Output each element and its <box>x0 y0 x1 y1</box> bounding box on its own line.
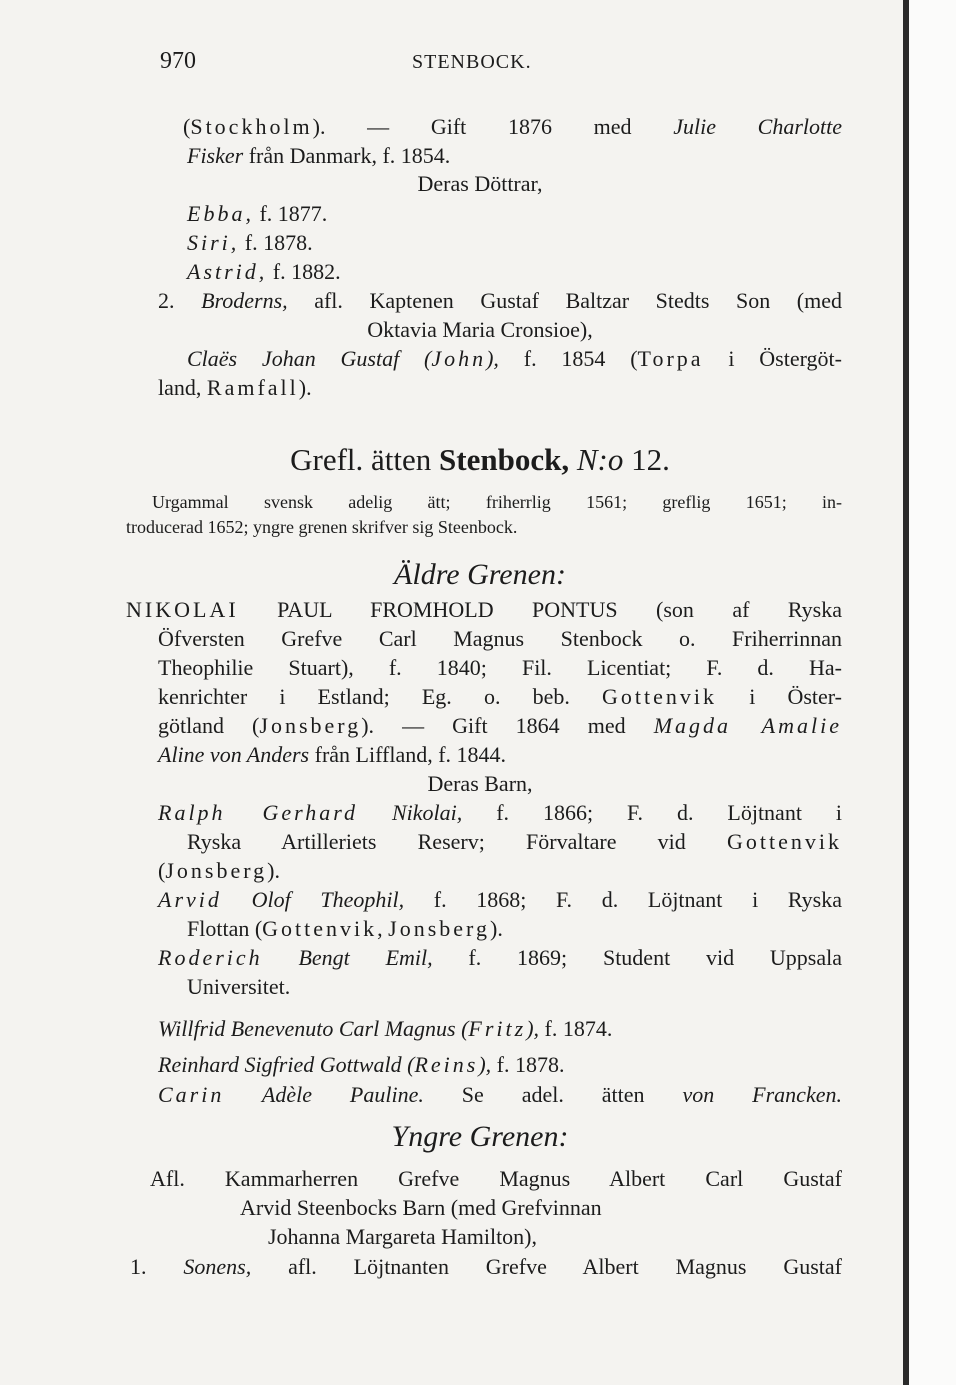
text-segment: Astrid, <box>187 259 268 284</box>
text-segment: från Danmark, f. 1854. <box>243 143 451 168</box>
text-segment: 12. <box>623 442 670 477</box>
text-segment: land, <box>158 375 207 400</box>
subsection-heading <box>120 558 840 592</box>
text-segment: Willfrid Benevenuto Carl Magnus ( <box>158 1016 469 1041</box>
text-segment: 2. <box>158 288 202 313</box>
text-segment: Äldre Grenen: <box>394 558 566 591</box>
text-line <box>158 684 842 710</box>
text-segment: ). — Gift 1864 med <box>361 713 654 738</box>
text-segment: Sonens, <box>183 1254 252 1279</box>
text-segment: f. 1882. <box>267 259 341 284</box>
text-line <box>268 1224 537 1250</box>
text-segment: Flottan ( <box>187 916 263 941</box>
text-line <box>158 1052 565 1078</box>
text-segment: von Francken. <box>682 1082 842 1107</box>
running-title: STENBOCK. <box>412 51 532 73</box>
subsection-heading <box>120 1120 840 1154</box>
text-segment: i Öster- <box>717 684 842 709</box>
text-segment: troducerad 1652; yngre grenen skrifver sig Steenbock. <box>126 517 518 537</box>
text-line <box>187 974 290 1000</box>
text-segment: Carin <box>158 1082 225 1107</box>
text-segment: kenrichter i Estland; Eg. o. beb. <box>158 684 603 709</box>
text-segment: Ebba, <box>187 201 254 226</box>
text-segment: , <box>377 916 389 941</box>
text-line <box>158 858 280 884</box>
text-segment: Ramfall <box>206 375 299 400</box>
text-segment: från Liffland, f. 1844. <box>309 742 507 767</box>
text-line <box>187 230 313 256</box>
text-segment: John <box>431 346 487 371</box>
text-segment: Fritz <box>468 1016 527 1041</box>
text-segment: Johanna Margareta Hamilton), <box>268 1224 538 1249</box>
text-segment: Ralph Gerhard <box>158 800 359 825</box>
text-segment: f. 1869; Student vid Uppsala <box>432 945 842 970</box>
text-segment: Magda Amalie <box>653 713 842 738</box>
text-segment: Grefl. ätten <box>290 442 440 477</box>
text-segment: Gottenvik <box>602 684 718 709</box>
text-line <box>120 171 840 197</box>
text-line <box>158 742 506 768</box>
text-segment: Torpa <box>637 346 704 371</box>
text-line <box>158 1082 842 1108</box>
text-segment: Broderns, <box>201 288 288 313</box>
text-line <box>158 288 842 314</box>
text-segment: 1. <box>130 1254 184 1279</box>
text-segment: Julie Charlotte <box>673 114 842 139</box>
page-edge-shadow <box>903 0 909 1385</box>
text-line <box>126 597 842 623</box>
text-segment: Adèle Pauline. <box>224 1082 424 1107</box>
text-line <box>187 201 327 227</box>
text-segment: Reinhard Sigfried Gottwald ( <box>158 1052 415 1077</box>
text-segment: Urgammal svensk adelig ätt; friherrlig 1561; greflig 1651; in- <box>152 492 842 512</box>
text-line <box>187 829 842 855</box>
text-line <box>126 516 517 538</box>
text-segment: Arvid <box>158 887 222 912</box>
text-segment: PAUL FROMHOLD PONTUS (son af Ryska <box>238 597 842 622</box>
text-segment: NIKOLAI <box>126 597 239 622</box>
text-segment: f. 1877. <box>253 201 328 226</box>
text-segment: Jonsberg <box>165 858 268 883</box>
text-line <box>158 626 842 652</box>
text-segment: Se adel. ätten <box>423 1082 683 1107</box>
text-line <box>187 259 341 285</box>
text-line <box>187 346 842 372</box>
text-line <box>187 916 503 942</box>
text-segment: Ryska Artilleriets Reserv; Förvaltare vid <box>187 829 727 854</box>
text-segment: Fisker <box>187 143 244 168</box>
text-segment: Deras Döttrar, <box>417 171 543 196</box>
text-segment: N:o <box>569 442 624 477</box>
text-segment: Claës Johan Gustaf ( <box>187 346 432 371</box>
text-segment: Bengt Emil, <box>262 945 433 970</box>
text-line <box>130 1254 842 1280</box>
text-segment: Stenbock, <box>439 442 570 477</box>
text-segment: f. 1874. <box>539 1016 613 1041</box>
text-line <box>240 1195 602 1221</box>
text-line <box>152 491 842 513</box>
text-segment: ), <box>478 1052 492 1077</box>
text-segment: ). <box>490 916 503 941</box>
text-segment: götland ( <box>158 713 260 738</box>
text-segment: Siri, <box>187 230 240 255</box>
text-segment: Jonsberg <box>259 713 362 738</box>
text-segment: Reins <box>414 1052 479 1077</box>
text-line <box>158 945 842 971</box>
text-line <box>158 1016 612 1042</box>
text-segment: Öfversten Grefve Carl Magnus Stenbock o. Friherrinnan <box>158 626 842 651</box>
text-segment: Deras Barn, <box>427 771 533 796</box>
section-title <box>120 442 840 478</box>
text-segment: Stockholm <box>190 114 313 139</box>
text-line <box>158 887 842 913</box>
text-segment: Arvid Steenbocks Barn (med Grefvinnan <box>240 1195 602 1220</box>
text-line <box>187 143 450 169</box>
text-segment: f. 1878. <box>239 230 313 255</box>
text-segment: Aline von Anders <box>158 742 310 767</box>
text-segment: f. 1868; F. d. Löjtnant i Ryska <box>404 887 843 912</box>
text-line <box>158 655 842 681</box>
text-segment: ( <box>183 114 191 139</box>
text-segment: ). <box>267 858 280 883</box>
text-segment: Gottenvik <box>262 916 378 941</box>
text-line <box>158 800 842 826</box>
text-line <box>158 713 842 739</box>
text-segment: Afl. Kammarherren Grefve Magnus Albert Carl Gustaf <box>150 1166 842 1191</box>
text-segment: Yngre Grenen: <box>391 1120 569 1153</box>
text-segment: ). <box>298 375 312 400</box>
text-segment: ( <box>158 858 166 883</box>
text-segment: f. 1866; F. d. Löjtnant i <box>462 800 842 825</box>
page-margin <box>909 0 956 1385</box>
text-segment: Roderich <box>158 945 263 970</box>
text-segment: Universitet. <box>187 974 291 999</box>
text-segment: Jonsberg <box>388 916 490 941</box>
text-segment: f. 1854 ( <box>498 346 638 371</box>
text-segment: i Östergöt- <box>703 346 842 371</box>
text-segment: Oktavia Maria Cronsioe), <box>367 317 593 342</box>
text-segment: ). — Gift 1876 med <box>312 114 674 139</box>
text-line <box>158 375 312 401</box>
text-line <box>183 114 842 140</box>
text-segment: afl. Löjtnanten Grefve Albert Magnus Gustaf <box>251 1254 843 1279</box>
text-line <box>120 317 840 343</box>
text-segment: Theophilie Stuart), f. 1840; Fil. Licentiat; F. d. Ha- <box>158 655 842 680</box>
text-segment: Olof Theophil, <box>221 887 405 912</box>
text-segment: Gottenvik <box>727 829 842 854</box>
text-segment: afl. Kaptenen Gustaf Baltzar Stedts Son (med <box>287 288 842 313</box>
text-segment: ), <box>486 346 499 371</box>
text-line <box>120 771 840 797</box>
text-segment: f. 1878. <box>491 1052 565 1077</box>
text-segment: Nikolai, <box>358 800 463 825</box>
page-number: 970 <box>160 48 196 74</box>
text-segment: ), <box>526 1016 540 1041</box>
text-line <box>150 1166 842 1192</box>
